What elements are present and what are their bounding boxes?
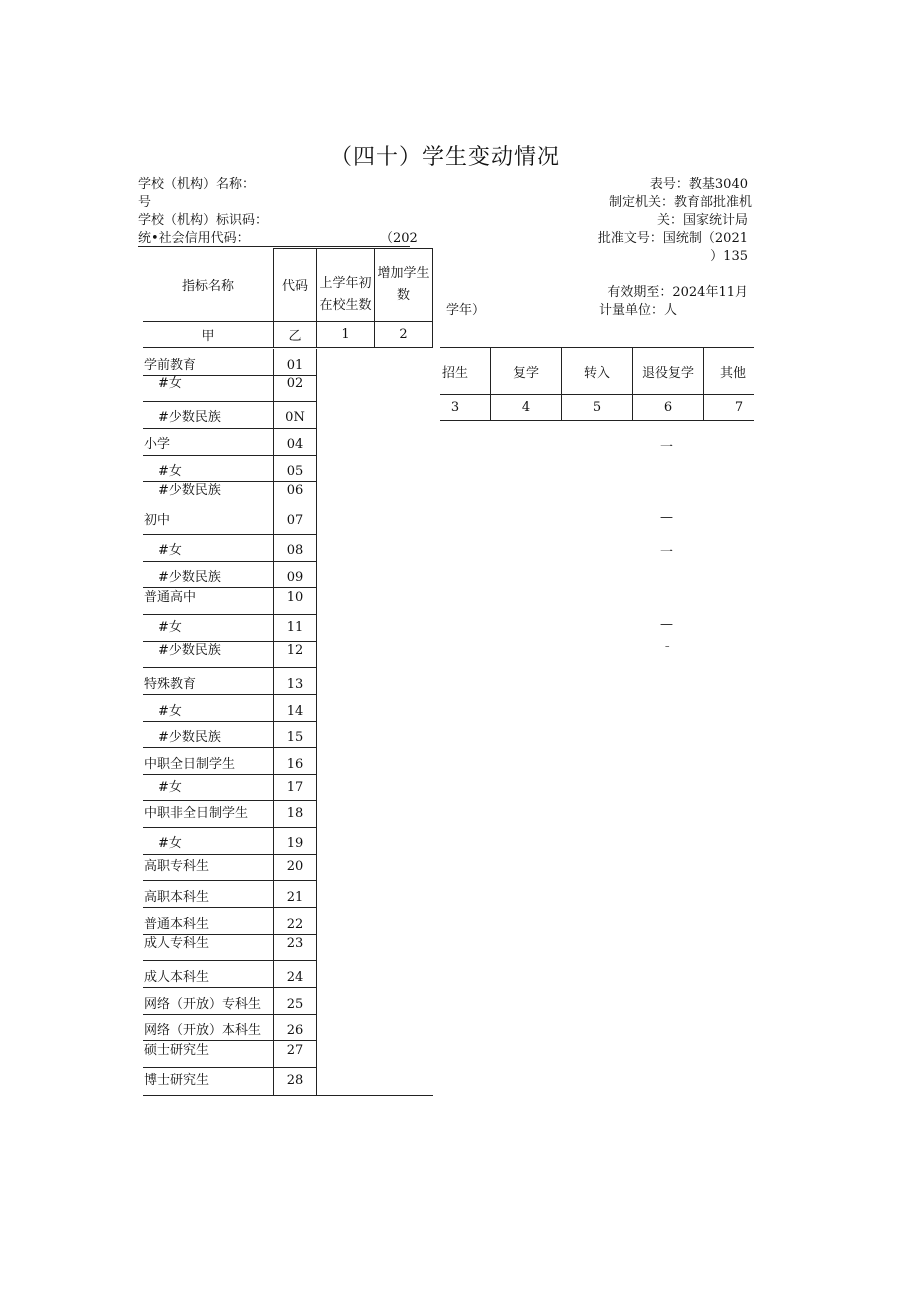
col-number-3: 3 [450,400,460,415]
table-bottom-border [143,1095,433,1096]
row-name: 高职本科生 [144,890,210,905]
row-code: 28 [286,1073,304,1088]
approval-line-2: ）135 [710,249,748,264]
stray-mark: — [660,617,673,632]
col-header-enrollment: 招生 [441,365,468,381]
row-name: #女 [158,780,182,795]
row-name: 普通高中 [144,590,197,605]
col-header-2: 增加学生数 [377,266,430,303]
col-header-resumption: 复学 [512,365,539,381]
row-code: 25 [286,997,304,1012]
col-number-7: 7 [734,400,744,415]
row-name: #少数民族 [158,570,221,585]
col-number-5: 5 [592,400,602,415]
row-code: 09 [286,570,304,585]
row-name: 初中 [144,513,171,528]
stray-mark: 一 [660,545,674,560]
col-number-4: 4 [521,400,531,415]
row-code: 0N [285,410,305,425]
row-code: 13 [286,677,304,692]
row-code: 06 [286,483,304,498]
row-code: 07 [286,513,304,528]
hao-fragment: 号 [138,195,152,210]
school-id-label: 学校（机构）标识码： [138,213,269,228]
authority-line-1: 制定机关：教育部批准机 [608,195,752,210]
row-code: 15 [286,730,304,745]
row-code: 01 [286,358,304,373]
credit-code-label: 统•社会信用代码： [138,231,250,246]
row-name: 特殊教育 [144,677,197,692]
row-code: 17 [286,780,304,795]
row-name: 小学 [144,437,171,452]
row-name: 硕士研究生 [144,1043,210,1058]
year-fragment: （202 [380,231,418,246]
row-name: #女 [158,376,182,391]
sub-header-code: 乙 [288,329,302,344]
row-code: 26 [286,1023,304,1038]
sub-header-2: 2 [399,327,408,342]
row-name: 中职非全日制学生 [144,806,249,821]
row-name: 网络（开放）本科生 [144,1023,262,1038]
row-code: 18 [286,806,304,821]
measure-unit: 计量单位：人 [599,303,678,318]
row-code: 16 [286,757,304,772]
row-name: #女 [158,704,182,719]
sub-header-1: 1 [341,327,350,342]
row-name: 普通本科生 [144,917,210,932]
page-title: （四十）学生变动情况 [330,145,561,170]
col-header-other: 其他 [720,365,747,381]
row-code: 22 [286,917,304,932]
stray-mark: – [665,642,670,652]
row-code: 23 [286,936,304,951]
row-code: 12 [286,643,304,658]
row-name: #少数民族 [158,483,221,498]
row-name: 中职全日制学生 [144,757,236,772]
row-code: 05 [286,464,304,479]
row-code: 08 [286,543,304,558]
row-code: 10 [286,590,304,605]
row-name: 成人专科生 [144,936,210,951]
row-code: 04 [286,437,304,452]
form-number: 表号：教基3040 [649,177,748,192]
stray-mark: — [660,510,673,525]
row-name: 网络（开放）专科生 [144,997,262,1012]
col-header-code: 代码 [281,279,308,294]
sub-header-name: 甲 [201,329,215,344]
row-code: 19 [286,836,304,851]
school-name-label: 学校（机构）名称： [138,177,256,192]
row-name: #女 [158,836,182,851]
row-name: #少数民族 [158,730,221,745]
col-header-veteran-return: 退役复学 [641,365,694,381]
row-code: 14 [286,704,304,719]
credit-code-underline [138,246,410,247]
stray-mark: 一 [660,440,674,455]
row-code: 20 [286,859,304,874]
row-code: 02 [286,376,304,391]
row-code: 24 [286,970,304,985]
col-header-transfer-in: 转入 [583,365,610,381]
authority-line-2: 关：国家统计局 [656,213,748,228]
row-name: 高职专科生 [144,859,210,874]
col-number-6: 6 [663,400,673,415]
valid-until: 有效期至：2024年11月 [607,285,748,300]
row-code: 21 [286,890,304,905]
row-code: 11 [286,620,304,635]
col-header-1: 上学年初在校生数 [319,276,372,313]
row-name: #少数民族 [158,643,221,658]
row-code: 27 [286,1043,304,1058]
row-name: 学前教育 [144,358,197,373]
approval-line-1: 批准文号：国统制（2021 [597,231,748,246]
row-name: #女 [158,464,182,479]
row-name: 博士研究生 [144,1073,210,1088]
row-name: #少数民族 [158,410,221,425]
year-end-fragment: 学年） [446,303,486,318]
row-name: #女 [158,620,182,635]
row-name: #女 [158,543,182,558]
code-column-right-border [316,349,317,1095]
col-header-name: 指标名称 [181,279,234,294]
row-name: 成人本科生 [144,970,210,985]
